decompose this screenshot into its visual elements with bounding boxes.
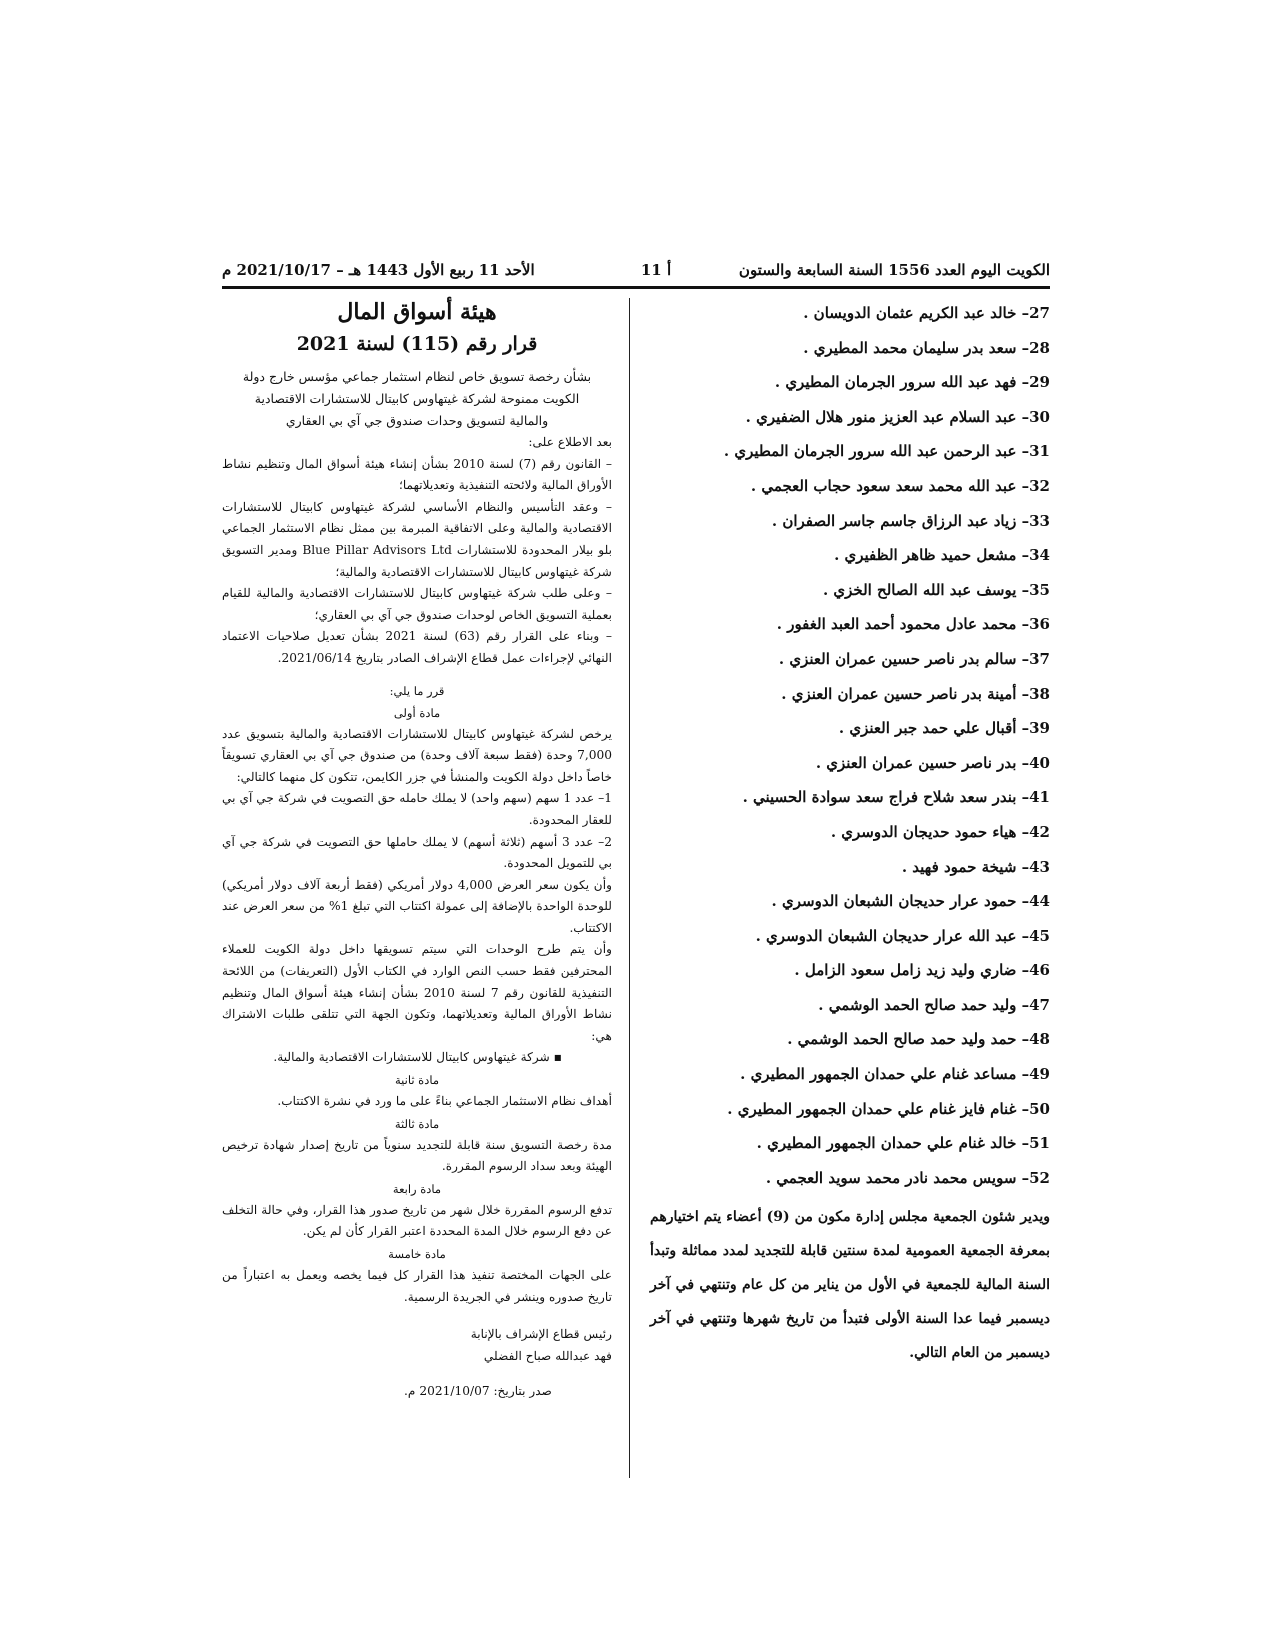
name-list-item: 52– سويس محمد نادر محمد سويد العجمي . <box>765 1168 1050 1187</box>
names-column <box>650 296 1050 1195</box>
header-page-number: أ 11 <box>640 261 672 279</box>
article-heading: مادة خامسة <box>388 1247 446 1261</box>
name-list-item: 42– هياء حمود حديجان الدوسري . <box>830 822 1050 841</box>
name-list-item: 36– محمد عادل محمود أحمد العبد الغفور . <box>776 615 1050 634</box>
name-list-item: 33– زياد عبد الرزاق جاسم جاسر الصفران . <box>771 511 1050 530</box>
resolved-heading: قرر ما يلي: <box>389 683 445 698</box>
name-list-item: 45– عبد الله عرار حديجان الشبعان الدوسري . <box>755 926 1050 945</box>
preamble-line: – وعقد التأسيس والنظام الأساسي لشركة غيتهاوس كابيتال للاستشارات الاقتصادية والمالية وعلى الاتفاقية المبرمة بين ممثل نظام الاستثمار الجماعي بلو بيلار المحدودة للاستشارات Blue Pillar Advisors Ltd ومدير التسويق شركة غيتهاوس كابيتال للاستشارات الاقتصادية والمالية؛ <box>222 499 612 579</box>
name-list-item: 29– فهد عبد الله سرور الجرمان المطيري . <box>774 373 1050 392</box>
authority-heading: هيئة أسواق المال <box>337 299 497 325</box>
name-list-item: 39– أقبال علي حمد جبر العنزي . <box>838 719 1050 738</box>
column-divider <box>629 298 630 1478</box>
article-heading: مادة ثالثة <box>394 1116 440 1131</box>
decision-title: قرار رقم (115) لسنة 2021 <box>296 333 538 355</box>
article-heading: مادة ثانية <box>394 1073 439 1088</box>
closing-paragraph: ويدير شئون الجمعية مجلس إدارة مكون من (9) أعضاء يتم اختيارهم بمعرفة الجمعية العمومية لمدة سنتين قابلة للتجديد لمدد مماثلة وتبدأ السنة المالية للجمعية في الأول من يناير من كل عام وتنتهي في آخر ديسمبر فيما عدا السنة الأولى فتبدأ من تاريخ شهرها وتنتهي في آخر ديسمبر من العام التالي. <box>650 1209 1051 1361</box>
decision-column <box>222 296 612 1403</box>
header-date: الأحد 11 ربيع الأول 1443 هـ – 2021/10/17 م <box>222 261 535 279</box>
name-list-item: 46– ضاري وليد زيد زامل سعود الزامل . <box>794 961 1050 980</box>
decision-subject: بشأن رخصة تسويق خاص لنظام استثمار جماعي مؤسس خارج دولة الكويت ممنوحة لشركة غيتهاوس كابيتال للاستشارات الاقتصادية والمالية لتسويق وحدات صندوق جي آي بي العقاري <box>242 369 592 428</box>
name-list-item: 48– حمد وليد حمد صالح الحمد الوشمي . <box>787 1030 1050 1049</box>
preamble-line: – وعلى طلب شركة غيتهاوس كابيتال للاستشارات الاقتصادية والمالية للقيام بعملية التسويق الخاص لوحدات صندوق جي آي بي العقاري؛ <box>222 586 612 622</box>
founders-list <box>650 296 1050 1195</box>
name-list-item: 43– شيخة حمود فهيد . <box>901 857 1050 876</box>
bullet-item: ▪ شركة غيتهاوس كابيتال للاستشارات الاقتصادية والمالية. <box>273 1050 562 1065</box>
article-item: 2– عدد 3 أسهم (ثلاثة أسهم) لا يملك حاملها حق التصويت في شركة جي آي بي للتمويل المحدودة. <box>222 834 612 871</box>
name-list-item: 31– عبد الرحمن عبد الله سرور الجرمان المطيري . <box>723 442 1050 461</box>
article-text: مدة رخصة التسويق سنة قابلة للتجديد سنوياً من تاريخ إصدار شهادة ترخيص الهيئة وبعد سداد الرسوم المقررة. <box>222 1137 612 1174</box>
header-issue-info: الكويت اليوم العدد 1556 السنة السابعة والستون <box>738 261 1050 279</box>
name-list-item: 41– بندر سعد شلاح فراج سعد سوادة الحسيني . <box>742 788 1050 807</box>
name-list-item: 51– خالد غنام علي حمدان الجمهور المطيري . <box>756 1134 1050 1153</box>
name-list-item: 50– غنام فايز غنام علي حمدان الجمهور المطيري . <box>727 1099 1050 1118</box>
article-heading: مادة رابعة <box>392 1181 442 1196</box>
name-list-item: 47– وليد حمد صالح الحمد الوشمي . <box>818 995 1050 1014</box>
name-list-item: 32– عبد الله محمد سعد سعود حجاب العجمي . <box>750 476 1050 495</box>
name-list-item: 44– حمود عرار حديجان الشبعان الدوسري . <box>771 892 1050 911</box>
preamble-line: – القانون رقم (7) لسنة 2010 بشأن إنشاء هيئة أسواق المال وتنظيم نشاط الأوراق المالية ولائحته التنفيذية وتعديلاتهما؛ <box>222 456 612 493</box>
article-text: وأن يكون سعر العرض 4,000 دولار أمريكي (فقط أربعة آلاف دولار أمريكي) للوحدة الواحدة بالإضافة إلى عمولة اكتتاب التي تبلغ 1% من سعر العرض عند الاكتتاب. <box>222 877 613 935</box>
article-item: 1– عدد 1 سهم (سهم واحد) لا يملك حامله حق التصويت في شركة جي آي بي للعقار المحدودة. <box>222 791 612 827</box>
name-list-item: 49– مساعد غنام علي حمدان الجمهور المطيري . <box>740 1065 1050 1084</box>
name-list-item: 40– بدر ناصر حسين عمران العنزي . <box>815 753 1050 772</box>
issue-date: صدر بتاريخ: 2021/10/07 م. <box>404 1384 552 1399</box>
article-text: أهداف نظام الاستثمار الجماعي بناءً على ما ورد في نشرة الاكتتاب. <box>277 1094 612 1109</box>
preamble-line: – وبناء على القرار رقم (63) لسنة 2021 بشأن تعديل صلاحيات الاعتماد النهائي لإجراءات عمل قطاع الإشراف الصادر بتاريخ 2021/06/14. <box>222 629 612 665</box>
name-list-item: 30– عبد السلام عبد العزيز منور هلال الضفيري . <box>745 407 1050 426</box>
article-text: يرخص لشركة غيتهاوس كابيتال للاستشارات الاقتصادية والمالية بتسويق عدد 7,000 وحدة (فقط سبعة آلاف وحدة) من صندوق جي آي بي العقاري تسويقاً خاصاً داخل دولة الكويت والمنشأ في جزر الكايمن، تتكون كل منهما كالتالي: <box>222 726 612 784</box>
article-heading: مادة أولى <box>393 705 441 720</box>
name-list-item: 28– سعد بدر سليمان محمد المطيري . <box>803 338 1050 357</box>
article-text: على الجهات المختصة تنفيذ هذا القرار كل فيما يخصه ويعمل به اعتباراً من تاريخ صدوره وينشر في الجريدة الرسمية. <box>222 1268 612 1304</box>
preamble-line: بعد الاطلاع على: <box>528 435 612 449</box>
name-list-item: 34– مشعل حميد ظاهر الظفيري . <box>834 546 1050 565</box>
header-divider <box>222 286 1050 289</box>
article-text: تدفع الرسوم المقررة خلال شهر من تاريخ صدور هذا القرار، وفي حالة التخلف عن دفع الرسوم خلال المدة المحددة اعتبر القرار كأن لم يكن. <box>222 1202 612 1239</box>
name-list-item: 35– يوسف عبد الله الصالح الخزي . <box>822 580 1050 599</box>
name-list-item: 27– خالد عبد الكريم عثمان الدويسان . <box>803 304 1050 322</box>
article-text: وأن يتم طرح الوحدات التي سيتم تسويقها داخل دولة الكويت للعملاء المحترفين فقط حسب النص الوارد في الكتاب الأول (التعريفات) من اللائحة التنفيذية للقانون رقم 7 لسنة 2010 بشأن إنشاء هيئة أسواق المال وتنظيم نشاط الأوراق المالية وتعديلاتهما، وتكون الجهة التي تتلقى طلبات الاشتراك هي: <box>222 942 612 1043</box>
signature-title: رئيس قطاع الإشراف بالإنابة <box>470 1327 612 1342</box>
signature-name: فهد عبدالله صباح الفضلي <box>483 1348 612 1363</box>
name-list-item: 38– أمينة بدر ناصر حسين عمران العنزي . <box>781 684 1050 703</box>
page-header <box>222 256 1050 284</box>
name-list-item: 37– سالم بدر ناصر حسين عمران العنزي . <box>778 649 1050 668</box>
